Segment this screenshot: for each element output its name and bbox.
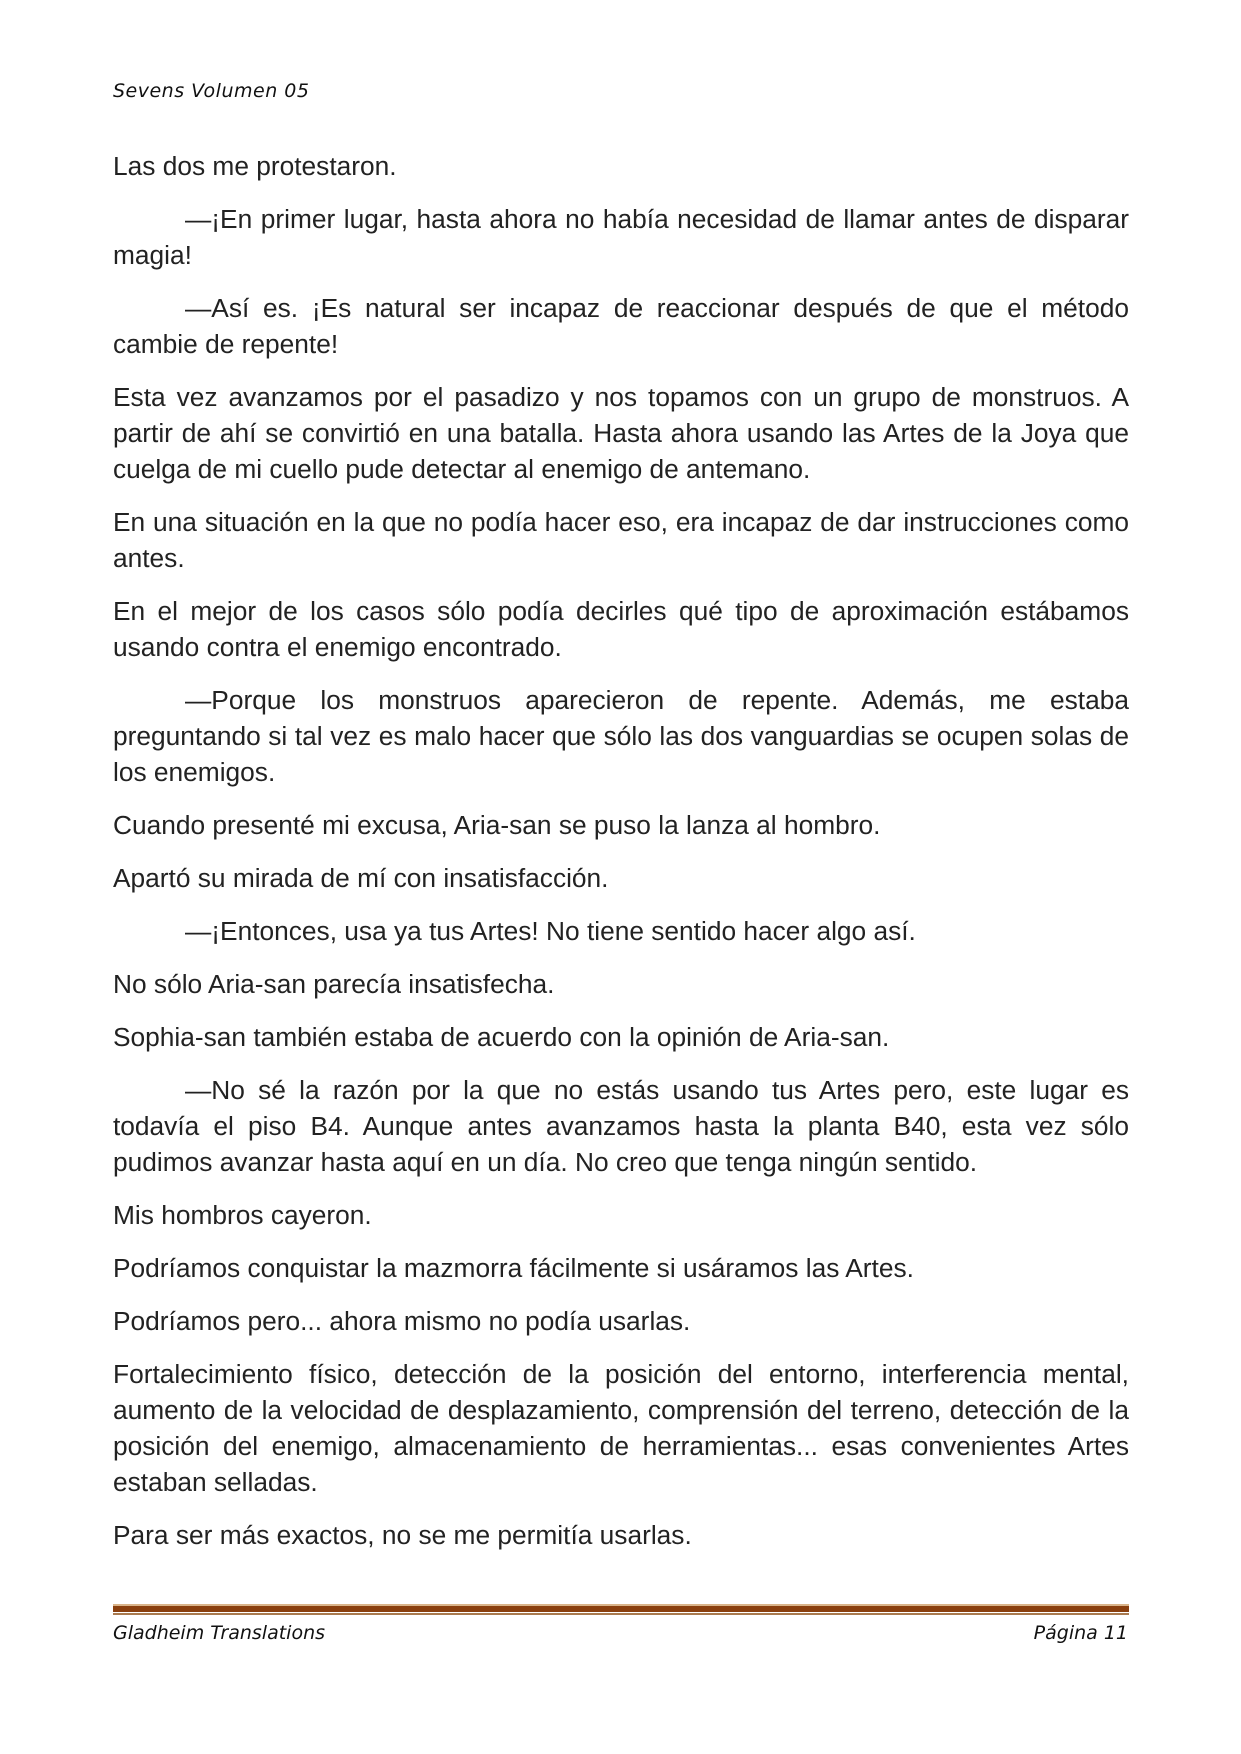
paragraph: En una situación en la que no podía hacer eso, era incapaz de dar instrucciones como antes.	[113, 507, 1129, 573]
dialogue-paragraph: —No sé la razón por la que no estás usando tus Artes pero, este lugar es todavía el piso B4. Aunque antes avanzamos hasta la planta B40, esta vez sólo pudimos avanzar hasta aquí en un día. No creo que tenga ningún sentido.	[113, 1075, 1129, 1177]
paragraph: Para ser más exactos, no se me permitía usarlas.	[113, 1520, 692, 1550]
dialogue-paragraph: —Así es. ¡Es natural ser incapaz de reaccionar después de que el método cambie de repente!	[113, 293, 1129, 359]
footer-divider	[113, 1604, 1129, 1616]
paragraph: Cuando presenté mi excusa, Aria-san se puso la lanza al hombro.	[113, 810, 881, 840]
dialogue-paragraph: —¡Entonces, usa ya tus Artes! No tiene sentido hacer algo así.	[185, 916, 916, 946]
paragraph: Podríamos conquistar la mazmorra fácilmente si usáramos las Artes.	[113, 1253, 914, 1283]
paragraph: Podríamos pero... ahora mismo no podía usarlas.	[113, 1306, 691, 1336]
page-number: Página 11	[1033, 1622, 1128, 1644]
paragraph: Fortalecimiento físico, detección de la posición del entorno, interferencia mental, aumento de la velocidad de desplazamiento, comprensión del terreno, detección de la posición del enemigo, almacenamiento de herramientas... esas convenientes Artes estaban selladas.	[113, 1359, 1129, 1497]
dialogue-paragraph: —¡En primer lugar, hasta ahora no había necesidad de llamar antes de disparar magia!	[113, 204, 1129, 270]
running-header-title: Sevens Volumen 05	[113, 80, 310, 102]
paragraph: No sólo Aria-san parecía insatisfecha.	[113, 969, 555, 999]
paragraph: Esta vez avanzamos por el pasadizo y nos topamos con un grupo de monstruos. A partir de ahí se convirtió en una batalla. Hasta ahora usando las Artes de la Joya que cuelga de mi cuello pude detectar al enemigo de antemano.	[113, 382, 1129, 484]
paragraph: Apartó su mirada de mí con insatisfacción.	[113, 863, 609, 893]
paragraph: Las dos me protestaron.	[113, 151, 397, 181]
footer-divider-bottom-line	[113, 1613, 1129, 1615]
paragraph: Sophia-san también estaba de acuerdo con la opinión de Aria-san.	[113, 1022, 890, 1052]
paragraph: En el mejor de los casos sólo podía decirles qué tipo de aproximación estábamos usando contra el enemigo encontrado.	[113, 596, 1129, 662]
paragraph: Mis hombros cayeron.	[113, 1200, 372, 1230]
dialogue-paragraph: —Porque los monstruos aparecieron de repente. Además, me estaba preguntando si tal vez es malo hacer que sólo las dos vanguardias se ocupen solas de los enemigos.	[113, 685, 1129, 787]
footer-credit: Gladheim Translations	[113, 1622, 326, 1644]
page-body	[113, 148, 1129, 1570]
